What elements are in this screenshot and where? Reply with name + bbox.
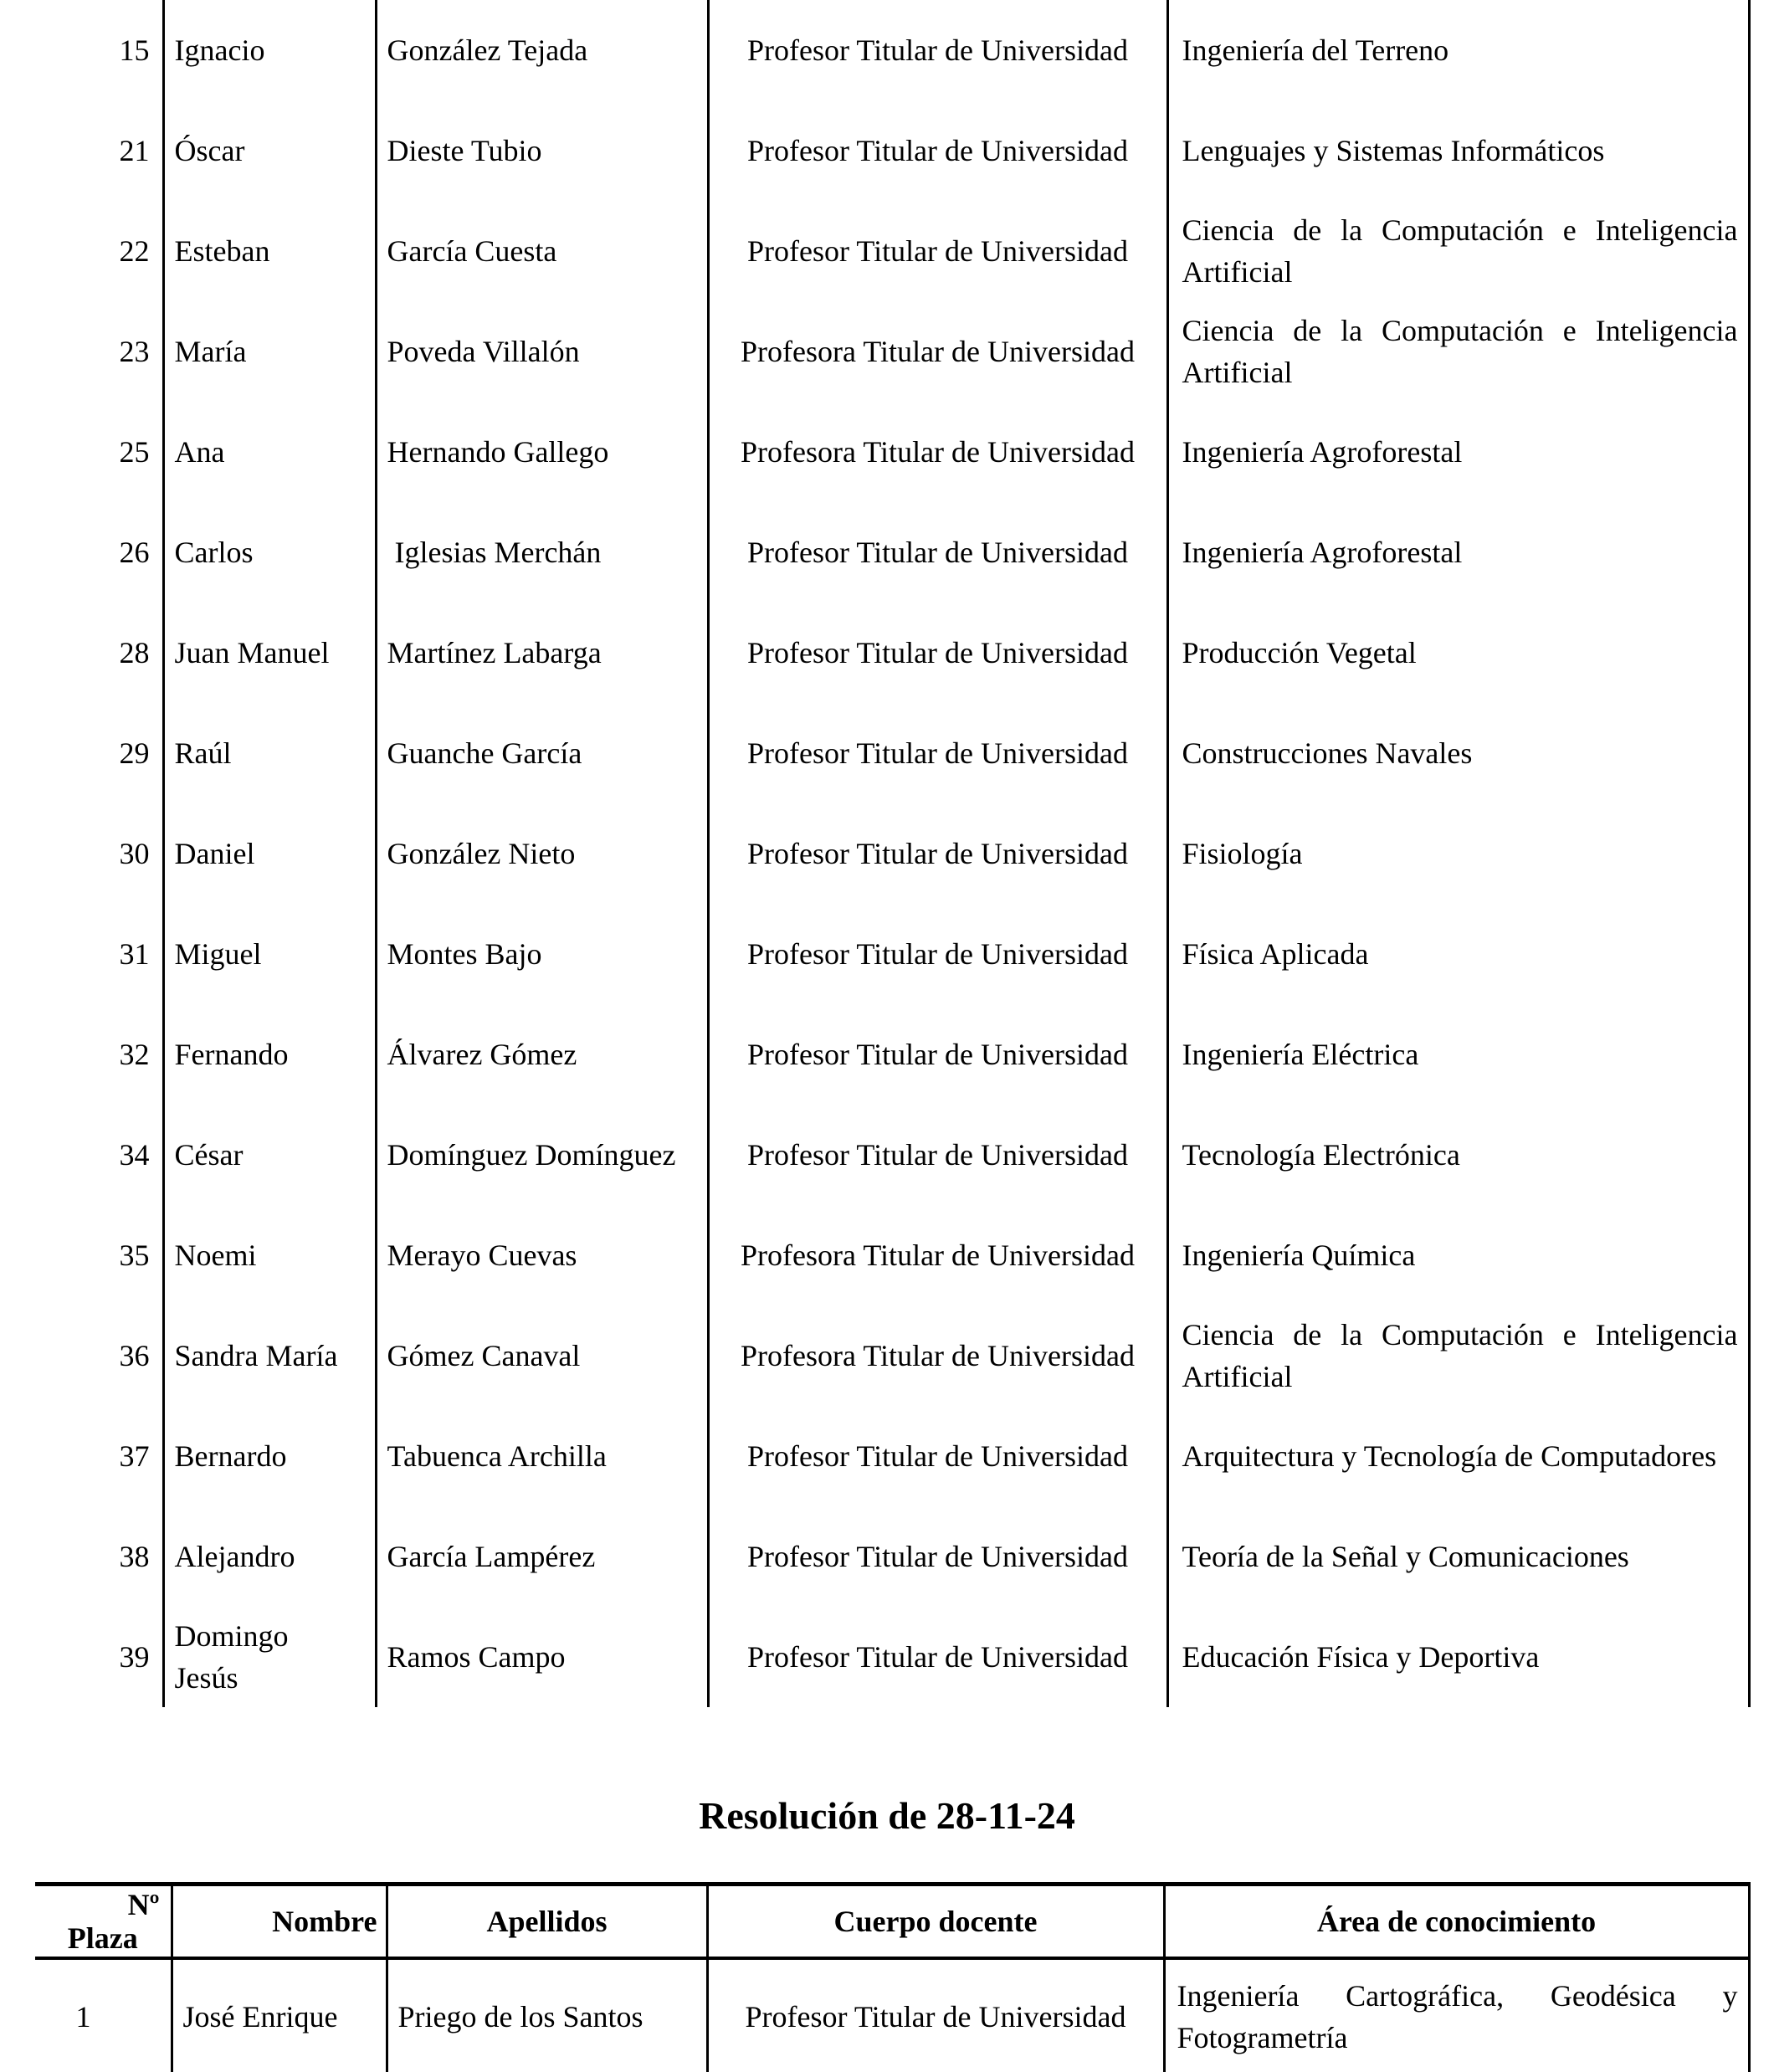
cell-cuerpo-docente: Profesora Titular de Universidad xyxy=(708,402,1167,502)
cell-area-conocimiento: Arquitectura y Tecnología de Computadores xyxy=(1167,1406,1749,1506)
cell-apellidos: Montes Bajo xyxy=(376,904,708,1004)
cell-nombre: Raúl xyxy=(163,703,376,803)
table-row xyxy=(35,603,1749,703)
cell-area-conocimiento: Ciencia de la Computación e Inteligencia Artificial xyxy=(1167,1305,1749,1406)
cell-area-conocimiento: Producción Vegetal xyxy=(1167,603,1749,703)
cell-nombre: Bernardo xyxy=(163,1406,376,1506)
cell-apellidos: Merayo Cuevas xyxy=(376,1205,708,1305)
cell-nombre: César xyxy=(163,1105,376,1205)
cell-nombre: María xyxy=(163,301,376,402)
cell-nombre: Ignacio xyxy=(163,0,376,100)
table-row xyxy=(35,1506,1749,1607)
header-num-plaza-line2: Plaza xyxy=(67,1921,138,1955)
cell-nombre: Juan Manuel xyxy=(163,603,376,703)
cell-nombre: Sandra María xyxy=(163,1305,376,1406)
header-nombre: Nombre xyxy=(172,1885,387,1958)
cell-area-conocimiento: Ciencia de la Computación e Inteligencia Artificial xyxy=(1167,201,1749,301)
cell-apellidos: González Tejada xyxy=(376,0,708,100)
cell-apellidos: González Nieto xyxy=(376,803,708,904)
cell-plaza: 26 xyxy=(119,536,150,569)
table-row xyxy=(35,1958,1749,2072)
cell-area-conocimiento: Ingeniería Cartográfica, Geodésica y Fotogrametría xyxy=(1164,1958,1749,2072)
header-area-conocimiento: Área de conocimiento xyxy=(1164,1885,1749,1958)
cell-apellidos: Álvarez Gómez xyxy=(376,1004,708,1105)
table-row xyxy=(35,1607,1749,1707)
cell-area-conocimiento: Teoría de la Señal y Comunicaciones xyxy=(1167,1506,1749,1607)
cell-apellidos: Guanche García xyxy=(376,703,708,803)
table-row xyxy=(35,100,1749,201)
header-num-plaza xyxy=(35,1885,172,1958)
cell-nombre: Miguel xyxy=(163,904,376,1004)
cell-area-conocimiento: Educación Física y Deportiva xyxy=(1167,1607,1749,1707)
cell-apellidos: Ramos Campo xyxy=(376,1607,708,1707)
table-row xyxy=(35,1406,1749,1506)
resolution-table-bottom xyxy=(35,1882,1751,2072)
cell-cuerpo-docente: Profesor Titular de Universidad xyxy=(708,703,1167,803)
cell-apellidos: García Lampérez xyxy=(376,1506,708,1607)
cell-plaza: 32 xyxy=(119,1038,150,1071)
cell-cuerpo-docente: Profesor Titular de Universidad xyxy=(708,0,1167,100)
cell-plaza: 30 xyxy=(119,837,150,870)
cell-nombre: Ana xyxy=(163,402,376,502)
cell-plaza: 37 xyxy=(119,1439,150,1473)
cell-apellidos: García Cuesta xyxy=(376,201,708,301)
cell-area-conocimiento: Ingeniería Química xyxy=(1167,1205,1749,1305)
resolution-table-top xyxy=(35,0,1751,1707)
cell-area-conocimiento: Fisiología xyxy=(1167,803,1749,904)
cell-nombre: Noemi xyxy=(163,1205,376,1305)
table-row xyxy=(35,0,1749,100)
cell-area-conocimiento: Ingeniería del Terreno xyxy=(1167,0,1749,100)
table-row xyxy=(35,301,1749,402)
table-row xyxy=(35,402,1749,502)
header-apellidos: Apellidos xyxy=(387,1885,707,1958)
table-row xyxy=(35,1004,1749,1105)
table-header-row xyxy=(35,1885,1749,1958)
cell-apellidos: Hernando Gallego xyxy=(376,402,708,502)
cell-plaza: 1 xyxy=(75,2000,91,2034)
cell-area-conocimiento: Ingeniería Agroforestal xyxy=(1167,502,1749,603)
cell-nombre: Óscar xyxy=(163,100,376,201)
table-row xyxy=(35,502,1749,603)
table-row xyxy=(35,703,1749,803)
cell-area-conocimiento: Ingeniería Eléctrica xyxy=(1167,1004,1749,1105)
cell-plaza: 34 xyxy=(119,1138,150,1172)
cell-apellidos: Dieste Tubio xyxy=(376,100,708,201)
cell-plaza: 22 xyxy=(119,234,150,268)
table-row xyxy=(35,201,1749,301)
cell-plaza: 29 xyxy=(119,736,150,770)
cell-cuerpo-docente: Profesor Titular de Universidad xyxy=(708,603,1167,703)
cell-cuerpo-docente: Profesor Titular de Universidad xyxy=(707,1958,1164,2072)
cell-plaza: 38 xyxy=(119,1540,150,1573)
cell-cuerpo-docente: Profesora Titular de Universidad xyxy=(708,301,1167,402)
table-row xyxy=(35,803,1749,904)
table-row xyxy=(35,1305,1749,1406)
cell-nombre: Esteban xyxy=(163,201,376,301)
cell-nombre: Domingo Jesús xyxy=(163,1607,376,1707)
cell-area-conocimiento: Ingeniería Agroforestal xyxy=(1167,402,1749,502)
cell-apellidos: Gómez Canaval xyxy=(376,1305,708,1406)
header-cuerpo-docente: Cuerpo docente xyxy=(707,1885,1164,1958)
cell-area-conocimiento: Física Aplicada xyxy=(1167,904,1749,1004)
cell-cuerpo-docente: Profesor Titular de Universidad xyxy=(708,1406,1167,1506)
cell-area-conocimiento: Construcciones Navales xyxy=(1167,703,1749,803)
cell-area-conocimiento: Ciencia de la Computación e Inteligencia Artificial xyxy=(1167,301,1749,402)
cell-plaza: 21 xyxy=(119,134,150,167)
cell-cuerpo-docente: Profesor Titular de Universidad xyxy=(708,502,1167,603)
header-num-plaza-line1: Nº xyxy=(127,1887,160,1921)
cell-plaza: 23 xyxy=(119,335,150,368)
cell-apellidos: Poveda Villalón xyxy=(376,301,708,402)
cell-cuerpo-docente: Profesor Titular de Universidad xyxy=(708,1506,1167,1607)
cell-plaza: 36 xyxy=(119,1339,150,1372)
cell-cuerpo-docente: Profesor Titular de Universidad xyxy=(708,1105,1167,1205)
cell-plaza: 15 xyxy=(119,33,150,67)
cell-cuerpo-docente: Profesor Titular de Universidad xyxy=(708,1607,1167,1707)
cell-cuerpo-docente: Profesor Titular de Universidad xyxy=(708,201,1167,301)
cell-cuerpo-docente: Profesor Titular de Universidad xyxy=(708,803,1167,904)
cell-nombre: Carlos xyxy=(163,502,376,603)
cell-apellidos: Iglesias Merchán xyxy=(376,502,708,603)
table-row xyxy=(35,904,1749,1004)
cell-apellidos: Martínez Labarga xyxy=(376,603,708,703)
cell-area-conocimiento: Lenguajes y Sistemas Informáticos xyxy=(1167,100,1749,201)
cell-cuerpo-docente: Profesor Titular de Universidad xyxy=(708,904,1167,1004)
cell-plaza: 39 xyxy=(119,1640,150,1674)
table-row xyxy=(35,1205,1749,1305)
cell-apellidos: Tabuenca Archilla xyxy=(376,1406,708,1506)
section-heading: Resolución de 28-11-24 xyxy=(699,1794,1075,1837)
cell-cuerpo-docente: Profesora Titular de Universidad xyxy=(708,1205,1167,1305)
cell-apellidos: Priego de los Santos xyxy=(387,1958,707,2072)
cell-cuerpo-docente: Profesor Titular de Universidad xyxy=(708,1004,1167,1105)
cell-plaza: 25 xyxy=(119,435,150,469)
table-row xyxy=(35,1105,1749,1205)
cell-apellidos: Domínguez Domínguez xyxy=(376,1105,708,1205)
cell-plaza: 28 xyxy=(119,636,150,669)
cell-cuerpo-docente: Profesora Titular de Universidad xyxy=(708,1305,1167,1406)
cell-nombre: Daniel xyxy=(163,803,376,904)
cell-nombre: José Enrique xyxy=(172,1958,387,2072)
cell-area-conocimiento: Tecnología Electrónica xyxy=(1167,1105,1749,1205)
cell-plaza: 31 xyxy=(119,937,150,971)
cell-nombre: Fernando xyxy=(163,1004,376,1105)
cell-nombre: Alejandro xyxy=(163,1506,376,1607)
cell-cuerpo-docente: Profesor Titular de Universidad xyxy=(708,100,1167,201)
cell-plaza: 35 xyxy=(119,1239,150,1272)
